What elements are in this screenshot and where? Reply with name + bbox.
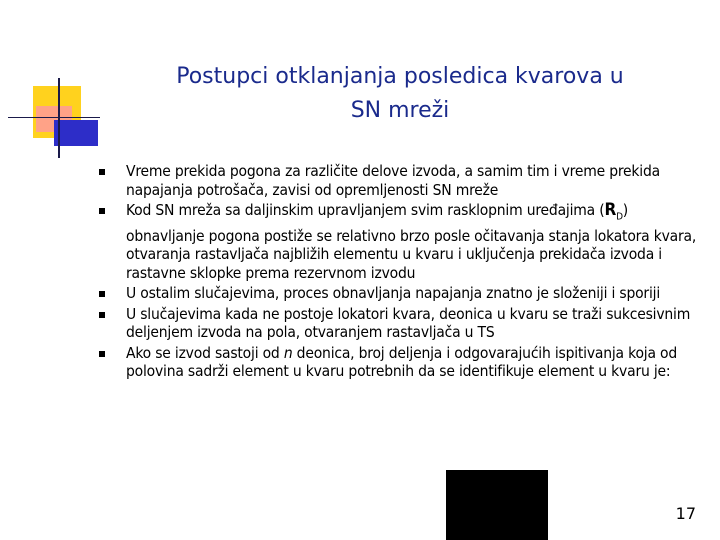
slide-title [100, 60, 700, 128]
bullet-text: Vreme prekida pogona za različite delove izvoda, a samim tim i vreme prekida napajanja potrošača, zavisi od opremljenosti SN mreže [126, 162, 660, 199]
bullet-text-after: deonica, broj deljenja i odgovarajućih ispitivanja koja od polovina sadrži element u kvaru potrebnih da se identifikuje element u kvaru je: [126, 343, 678, 381]
bullet-text-before: Ako se izvod sastoji od [126, 343, 284, 362]
bullet-item-3 [96, 284, 701, 303]
decor-vertical-line [58, 78, 60, 158]
slide-title-line-2: SN mreži [350, 98, 450, 123]
slide-title-line-1: Postupci otklanjanja posledica kvarova u [176, 64, 624, 89]
page-number: 17 [675, 504, 696, 523]
bullet-square-icon [99, 291, 105, 297]
bullet-text: U slučajevima kada ne postoje lokatori kvara, deonica u kvaru se traži sukcesivnim deljenjem izvoda na pola, otvaranjem rastavljača u TS [126, 304, 691, 342]
bullet-list [96, 162, 701, 383]
rd-symbol [604, 200, 623, 223]
rd-symbol-subscript: D [616, 211, 623, 223]
formula-placeholder-box [446, 470, 548, 540]
bullet-text-before: Kod SN mreža sa daljinskim upravljanjem svim rasklopnim uređajima ( [126, 201, 605, 219]
bullet-square-icon [99, 351, 105, 357]
variable-n: n [283, 343, 293, 362]
bullet-item-2 [96, 201, 701, 282]
decor-horizontal-line [8, 117, 100, 118]
bullet-text: U ostalim slučajevima, proces obnavljanja napajanja znatno je složeniji i sporiji [126, 284, 660, 303]
rd-symbol-main: R [604, 200, 617, 220]
bullet-item-1 [96, 162, 701, 199]
bullet-square-icon [99, 169, 105, 175]
bullet-square-icon [99, 312, 105, 318]
bullet-item-4 [96, 305, 701, 342]
bullet-text-after: ) obnavljanje pogona postiže se relativno brzo posle očitavanja stanja lokatora kvara, otvaranja rastavljača najbližih elementu u kvaru i uključenja prekidača izvoda i rastavne sklopke prema rezervnom izvodu [126, 201, 697, 282]
bullet-item-5 [96, 344, 701, 381]
decor-blue-square [54, 120, 98, 146]
bullet-square-icon [99, 208, 105, 214]
